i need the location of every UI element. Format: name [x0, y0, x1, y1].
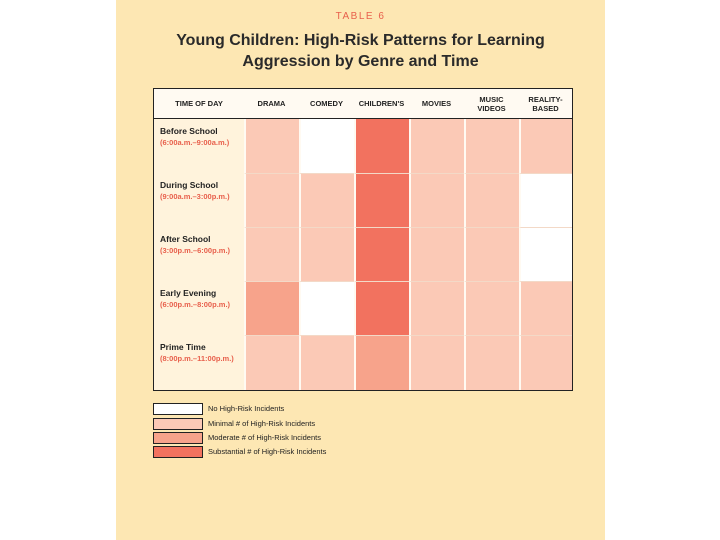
- header-childrens: CHILDREN'S: [354, 89, 409, 119]
- header-drama: DRAMA: [244, 89, 299, 119]
- cell-row1-childrens: [354, 119, 409, 173]
- cell-row1-movies: [409, 119, 464, 173]
- title-line-1: Young Children: High-Risk Patterns for Learning: [176, 32, 545, 49]
- cell-row4-childrens: [354, 281, 409, 335]
- cell-row3-comedy: [299, 227, 354, 281]
- legend-text: Moderate # of High-Risk Incidents: [208, 433, 321, 442]
- row-label-prime-time: [154, 335, 244, 390]
- cell-row5-drama: [244, 335, 299, 390]
- row-title: During School: [160, 180, 219, 190]
- legend-swatch: [153, 446, 203, 458]
- header-movies: MOVIES: [409, 89, 464, 119]
- row-hours: (6:00p.m.–8:00p.m.): [160, 300, 231, 309]
- cell-row1-comedy: [299, 119, 354, 173]
- cell-row4-movies: [409, 281, 464, 335]
- header-time-of-day: TIME OF DAY: [154, 89, 244, 119]
- cell-row2-comedy: [299, 173, 354, 227]
- legend-text: Substantial # of High-Risk Incidents: [208, 447, 327, 456]
- row-label-after-school: [154, 227, 244, 281]
- row-label-during-school: [154, 173, 244, 227]
- cell-row1-drama: [244, 119, 299, 173]
- cell-row3-childrens: [354, 227, 409, 281]
- row-hours: (8:00p.m.–11:00p.m.): [160, 354, 234, 363]
- table-title: [116, 30, 605, 72]
- cell-row5-childrens: [354, 335, 409, 390]
- cell-row1-reality-based: [519, 119, 572, 173]
- row-title: Early Evening: [160, 288, 217, 298]
- row-hours: (6:00a.m.–9:00a.m.): [160, 138, 230, 147]
- legend-swatch: [153, 403, 203, 415]
- title-line-2: Aggression by Genre and Time: [242, 53, 479, 70]
- cell-row2-movies: [409, 173, 464, 227]
- cell-row3-reality-based: [519, 227, 572, 281]
- cell-row4-music-videos: [464, 281, 519, 335]
- legend-text: Minimal # of High-Risk Incidents: [208, 419, 316, 428]
- cell-row5-music-videos: [464, 335, 519, 390]
- cell-row5-reality-based: [519, 335, 572, 390]
- cell-row2-music-videos: [464, 173, 519, 227]
- table-label: TABLE 6: [335, 11, 386, 22]
- header-reality-based: REALITY-BASED: [519, 89, 572, 119]
- row-hours: (3:00p.m.–6:00p.m.): [160, 246, 231, 255]
- cell-row3-movies: [409, 227, 464, 281]
- cell-row2-childrens: [354, 173, 409, 227]
- row-hours: (9:00a.m.–3:00p.m.): [160, 192, 230, 201]
- legend-text: No High-Risk Incidents: [208, 404, 285, 413]
- cell-row2-reality-based: [519, 173, 572, 227]
- cell-row3-music-videos: [464, 227, 519, 281]
- row-title: After School: [160, 234, 211, 244]
- cell-row1-music-videos: [464, 119, 519, 173]
- cell-row4-comedy: [299, 281, 354, 335]
- row-label-early-evening: [154, 281, 244, 335]
- row-title: Prime Time: [160, 342, 206, 352]
- legend-swatch: [153, 432, 203, 444]
- row-label-before-school: [154, 119, 244, 173]
- cell-row4-reality-based: [519, 281, 572, 335]
- header-music-videos: MUSIC VIDEOS: [464, 89, 519, 119]
- cell-row3-drama: [244, 227, 299, 281]
- row-title: Before School: [160, 126, 218, 136]
- legend-swatch: [153, 418, 203, 430]
- cell-row2-drama: [244, 173, 299, 227]
- header-comedy: COMEDY: [299, 89, 354, 119]
- cell-row4-drama: [244, 281, 299, 335]
- cell-row5-movies: [409, 335, 464, 390]
- risk-table: [153, 88, 573, 391]
- cell-row5-comedy: [299, 335, 354, 390]
